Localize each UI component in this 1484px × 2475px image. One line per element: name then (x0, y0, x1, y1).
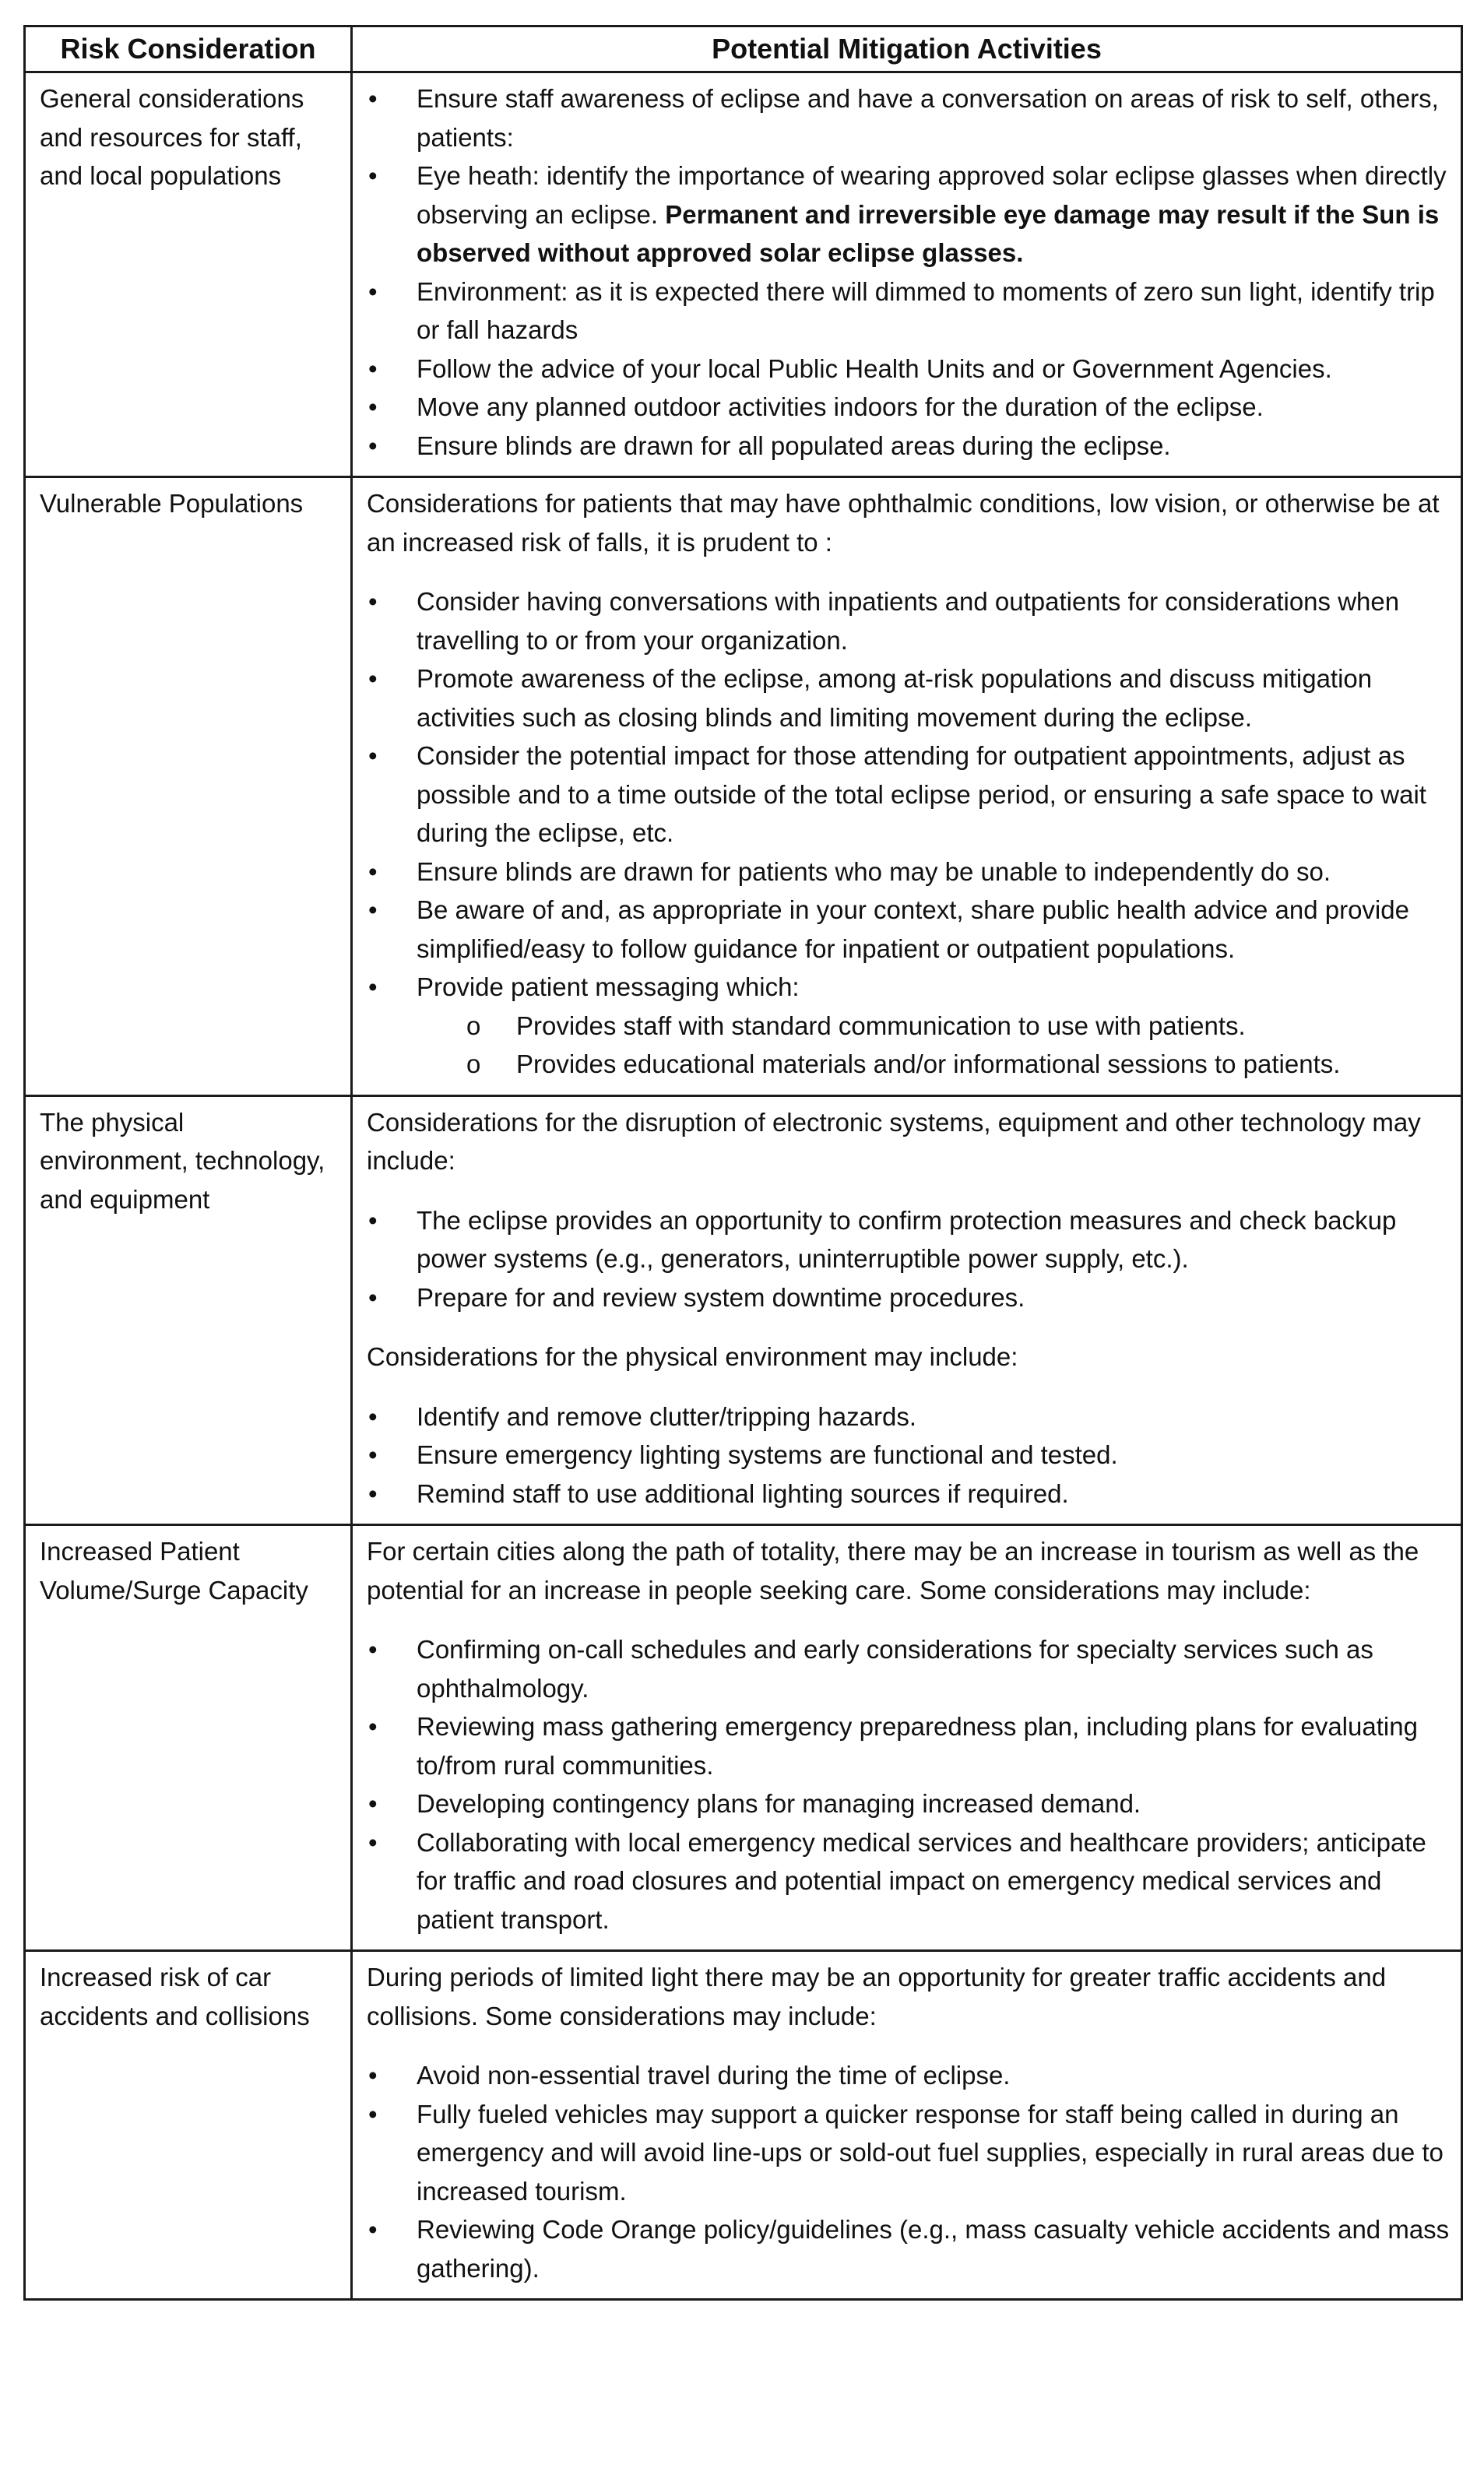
sub-list-item: o Provides educational materials and/or informational sessions to patients. (466, 1045, 1450, 1084)
header-potential-mitigation: Potential Mitigation Activities (352, 26, 1462, 72)
list-item (367, 156, 1450, 272)
intro-paragraph: For certain cities along the path of totality, there may be an increase in tourism as well as the potential for an increase in people seeking care. Some considerations may include: (367, 1537, 1419, 1605)
list-item: • Follow the advice of your local Public Health Units and or Government Agencies. (367, 350, 1450, 388)
table-row (25, 1095, 1462, 1525)
list-item: • Collaborating with local emergency medical services and healthcare providers; anticipate for traffic and road closures and potential impact on emergency medical services and patient transport. (367, 1823, 1450, 1939)
mitigation-cell-surge-capacity (352, 1525, 1462, 1951)
sub-list-item: o Provides staff with standard communication to use with patients. (466, 1007, 1450, 1046)
risk-cell-general: General considerations and resources for staff, and local populations (25, 72, 352, 477)
list-item: • Remind staff to use additional lighting sources if required. (367, 1475, 1450, 1513)
intro-paragraph: Considerations for the disruption of electronic systems, equipment and other technology may include: (367, 1107, 1421, 1175)
list-item (367, 968, 1450, 1084)
list-item: • Move any planned outdoor activities indoors for the duration of the eclipse. (367, 388, 1450, 427)
table-row (25, 477, 1462, 1096)
list-item: • Consider the potential impact for those attending for outpatient appointments, adjust as possible and to a time outside of the total eclipse period, or ensuring a safe space to wait during the eclipse, etc. (367, 737, 1450, 853)
intro-paragraph: During periods of limited light there may be an opportunity for greater traffic accidents and collisions. Some considerations may include: (367, 1963, 1387, 2030)
list-item: • Fully fueled vehicles may support a quicker response for staff being called in during an emergency and will avoid line-ups or sold-out fuel supplies, especially in rural areas due to increased tourism. (367, 2095, 1450, 2211)
bullet-list (367, 2056, 1450, 2287)
risk-cell-car-accidents: Increased risk of car accidents and collisions (25, 1951, 352, 2300)
list-item: • Ensure blinds are drawn for all populated areas during the eclipse. (367, 427, 1450, 466)
list-item-text: Provide patient messaging which: (417, 972, 800, 1001)
list-item: • Confirming on-call schedules and early considerations for specialty services such as ophthalmology. (367, 1630, 1450, 1707)
bullet-list (367, 1397, 1450, 1513)
list-item: • Environment: as it is expected there will dimmed to moments of zero sun light, identify trip or fall hazards (367, 272, 1450, 350)
risk-mitigation-table (23, 25, 1463, 2301)
risk-cell-physical-environment: The physical environment, technology, and equipment (25, 1095, 352, 1525)
sub-bullet-list (417, 1007, 1450, 1084)
eye-damage-warning: Permanent and irreversible eye damage may result if the Sun is observed without approved solar eclipse glasses. (417, 199, 1440, 267)
list-item: • Prepare for and review system downtime procedures. (367, 1278, 1450, 1317)
mitigation-cell-car-accidents (352, 1951, 1462, 2300)
bullet-list (367, 1630, 1450, 1939)
list-item: • Reviewing Code Orange policy/guidelines (e.g., mass casualty vehicle accidents and mass gathering). (367, 2210, 1450, 2287)
list-item-text: Eye heath: identify the importance of wearing approved solar eclipse glasses when directly observing an eclipse. (417, 161, 1447, 229)
list-item: • Ensure blinds are drawn for patients who may be unable to independently do so. (367, 853, 1450, 891)
bullet-list (367, 1201, 1450, 1317)
table-header-row (25, 26, 1462, 72)
mitigation-cell-general (352, 72, 1462, 477)
list-item: • Reviewing mass gathering emergency preparedness plan, including plans for evaluating to/from rural communities. (367, 1707, 1450, 1784)
list-item: • Be aware of and, as appropriate in your context, share public health advice and provide simplified/easy to follow guidance for inpatient or outpatient populations. (367, 891, 1450, 968)
list-item: • Developing contingency plans for managing increased demand. (367, 1784, 1450, 1823)
risk-cell-vulnerable: Vulnerable Populations (25, 477, 352, 1096)
list-item: • Ensure staff awareness of eclipse and have a conversation on areas of risk to self, others, patients: (367, 79, 1450, 156)
list-item: • Ensure emergency lighting systems are functional and tested. (367, 1436, 1450, 1475)
header-risk-consideration: Risk Consideration (25, 26, 352, 72)
intro-paragraph: Considerations for patients that may have ophthalmic conditions, low vision, or otherwise be at an increased risk of falls, it is prudent to : (367, 489, 1440, 557)
list-item: • Consider having conversations with inpatients and outpatients for considerations when travelling to or from your organization. (367, 582, 1450, 659)
table-row (25, 1951, 1462, 2300)
bullet-list (367, 582, 1450, 1084)
risk-cell-surge-capacity: Increased Patient Volume/Surge Capacity (25, 1525, 352, 1951)
list-item: • Identify and remove clutter/tripping hazards. (367, 1397, 1450, 1436)
mitigation-cell-vulnerable (352, 477, 1462, 1096)
table-row (25, 72, 1462, 477)
list-item: • The eclipse provides an opportunity to confirm protection measures and check backup power systems (e.g., generators, uninterruptible power supply, etc.). (367, 1201, 1450, 1278)
intro-paragraph: Considerations for the physical environment may include: (367, 1342, 1018, 1371)
list-item: • Avoid non-essential travel during the time of eclipse. (367, 2056, 1450, 2095)
table-row (25, 1525, 1462, 1951)
list-item: • Promote awareness of the eclipse, among at-risk populations and discuss mitigation activities such as closing blinds and limiting movement during the eclipse. (367, 659, 1450, 737)
bullet-list (367, 79, 1450, 465)
mitigation-cell-physical-environment (352, 1095, 1462, 1525)
